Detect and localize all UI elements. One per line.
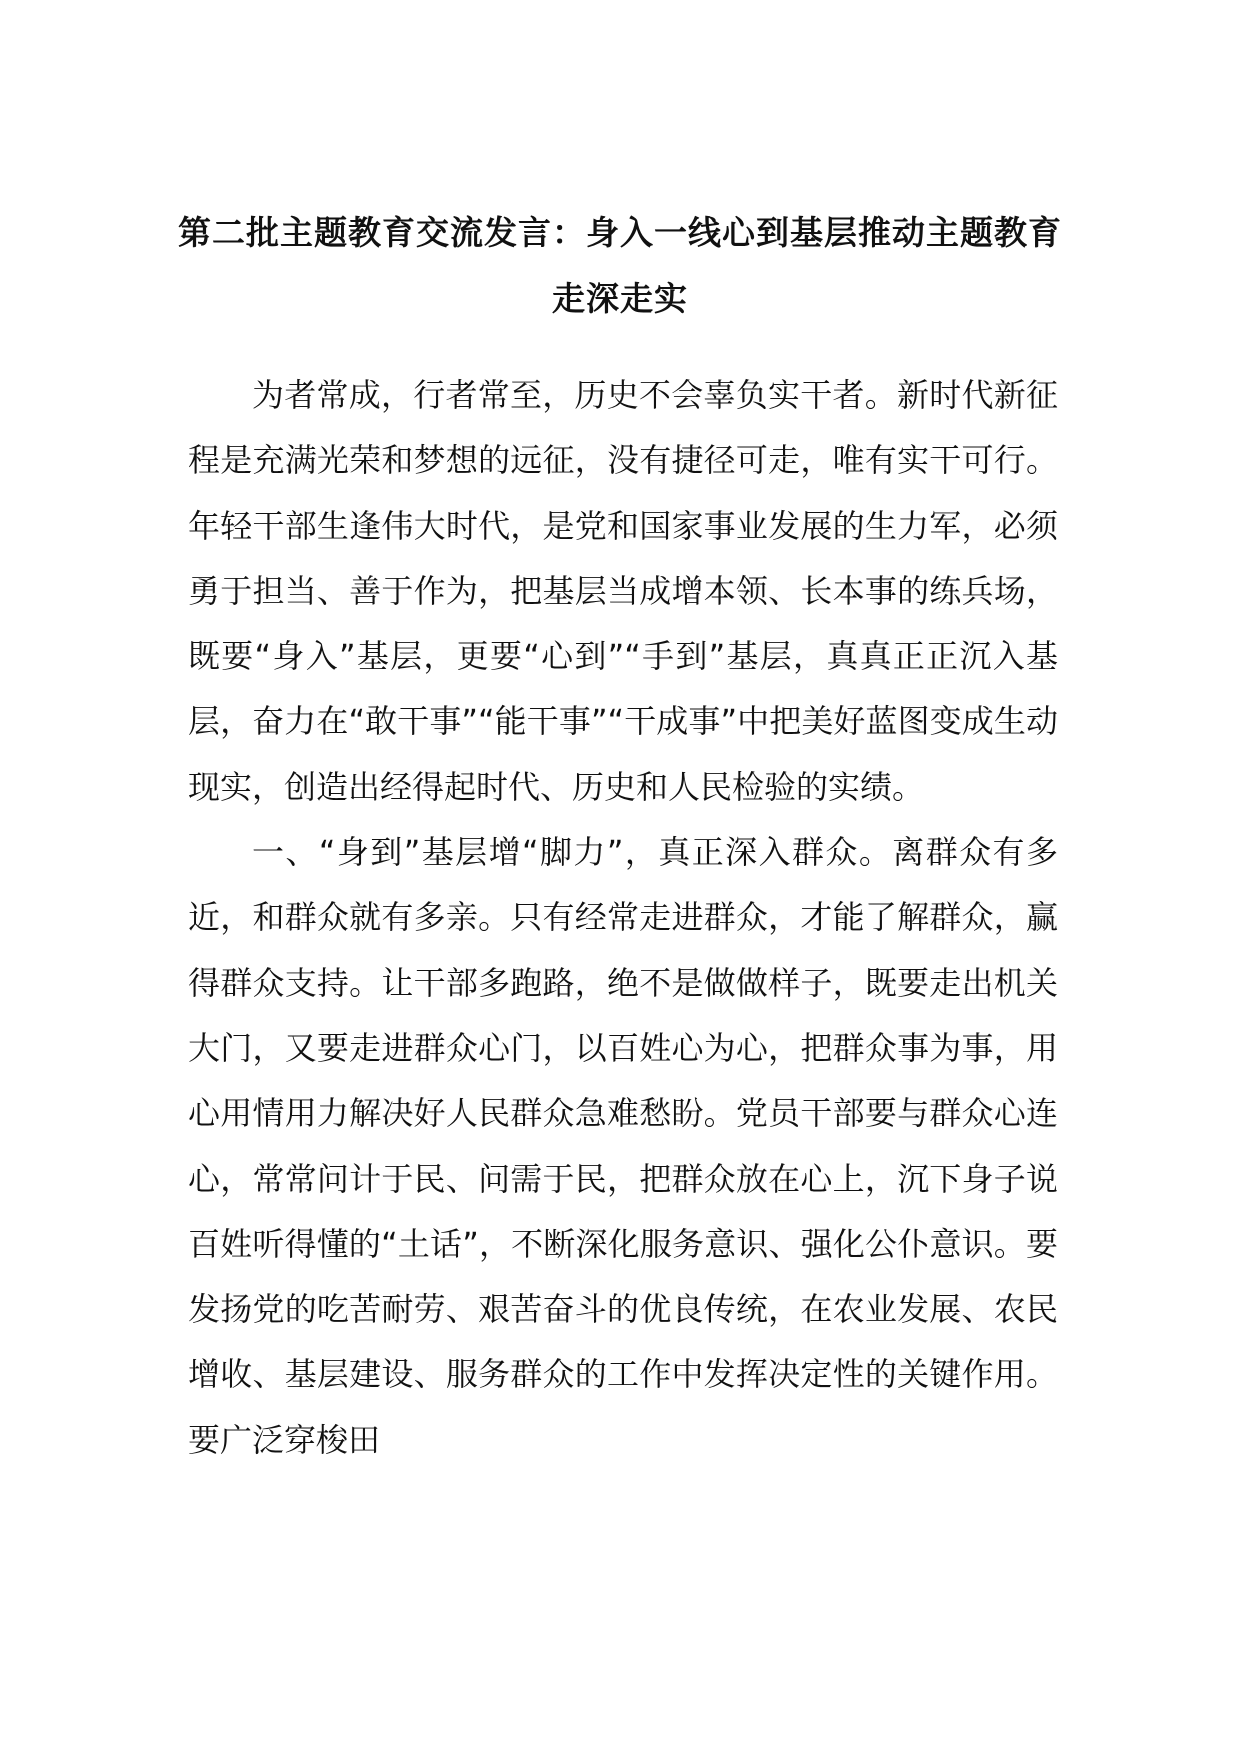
document-body: [188, 363, 1058, 1473]
paragraph-section-one: 一、“身到”基层增“脚力”，真正深入群众。离群众有多近，和群众就有多亲。只有经常走进群众，才能了解群众，赢得群众支持。让干部多跑路，绝不是做做样子，既要走出机关大门，又要走进群众心门，以百姓心为心，把群众事为事，用心用情用力解决好人民群众急难愁盼。党员干部要与群众心连心，常常问计于民、问需于民，把群众放在心上，沉下身子说百姓听得懂的“土话”，不断深化服务意识、强化公仆意识。要发扬党的吃苦耐劳、艰苦奋斗的优良传统，在农业发展、农民增收、基层建设、服务群众的工作中发挥决定性的关键作用。要广泛穿梭田: [188, 833, 1058, 1459]
paragraph-intro: 为者常成，行者常至，历史不会辜负实干者。新时代新征程是充满光荣和梦想的远征，没有捷径可走，唯有实干可行。年轻干部生逢伟大时代，是党和国家事业发展的生力军，必须勇于担当、善于作为，把基层当成增本领、长本事的练兵场，既要“身入”基层，更要“心到”“手到”基层，真真正正沉入基层，奋力在“敢干事”“能干事”“干成事”中把美好蓝图变成生动现实，创造出经得起时代、历史和人民检验的实绩。: [188, 376, 1058, 806]
document-title: 第二批主题教育交流发言：身入一线心到基层推动主题教育走深走实: [178, 213, 1062, 318]
